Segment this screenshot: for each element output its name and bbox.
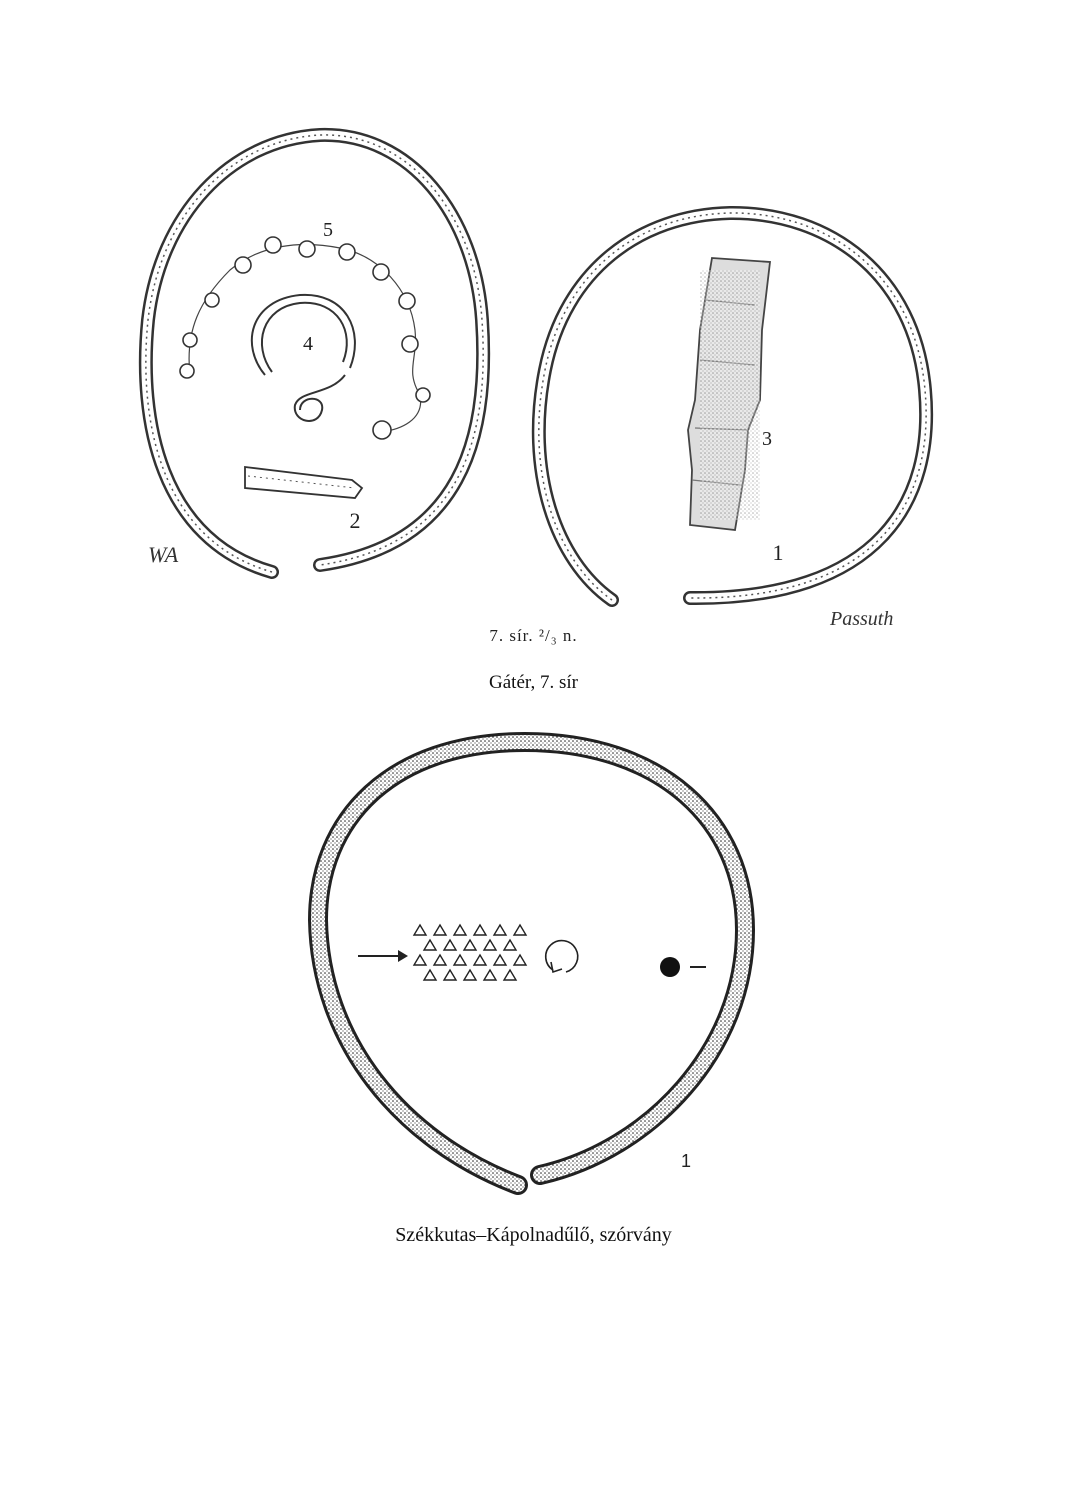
corroded-object-drawing [688, 258, 770, 530]
cross-section-dot [660, 957, 706, 977]
szekkutas-plate [318, 742, 745, 1185]
figure-caption-gater: Gátér, 7. sír [489, 672, 578, 693]
item-number-4: 4 [303, 333, 313, 355]
bottom-torque-drawing [318, 742, 745, 1185]
rotation-arrow-icon [546, 941, 578, 972]
fragment-drawing [245, 467, 362, 498]
spiral-ring-drawing [252, 295, 355, 421]
signature-left: WA [148, 542, 179, 567]
plate-label: 7. sír. ²/₃ n. [489, 626, 578, 645]
signature-right: Passuth [830, 608, 894, 630]
figure-caption-szekkutas: Székkutas–Kápolnadűlő, szórvány [395, 1224, 672, 1246]
pattern-arrow [358, 950, 408, 962]
item-number-2: 2 [349, 508, 361, 533]
left-torque-drawing [146, 135, 483, 572]
gater-plate [146, 135, 926, 630]
item-number-1-bottom: 1 [680, 1151, 692, 1171]
item-number-1: 1 [772, 540, 784, 565]
triangle-pattern-detail [414, 925, 526, 980]
item-number-3: 3 [762, 428, 772, 450]
item-number-5: 5 [323, 219, 333, 241]
